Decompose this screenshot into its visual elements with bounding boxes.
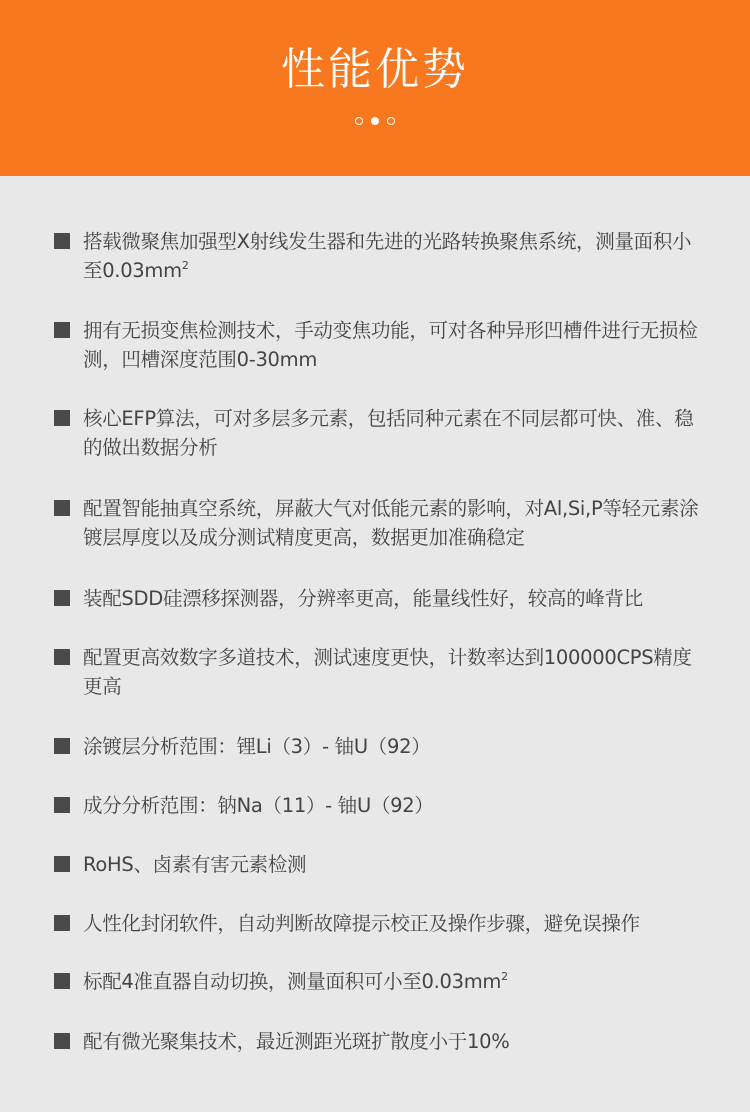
page-title: 性能优势	[281, 44, 469, 95]
superscript: 2	[181, 259, 189, 272]
square-bullet-icon	[54, 410, 70, 426]
feature-text: 装配SDD硅漂移探测器，分辨率更高，能量线性好，较高的峰背比	[83, 587, 643, 610]
feature-text	[83, 227, 704, 285]
feature-text: 涂镀层分析范围：锂Li（3）- 铀U（92）	[83, 735, 431, 758]
square-bullet-icon	[54, 797, 70, 813]
square-bullet-icon	[54, 915, 70, 931]
square-bullet-icon	[54, 649, 70, 665]
square-bullet-icon	[54, 590, 70, 606]
feature-item	[54, 404, 704, 462]
feature-text: 配有微光聚集技术，最近测距光斑扩散度小于10%	[83, 1030, 510, 1053]
feature-text-main: 搭载微聚焦加强型X射线发生器和先进的光路转换聚焦系统，测量面积小至0.03mm	[83, 230, 692, 282]
square-bullet-icon	[54, 973, 70, 989]
feature-item	[54, 732, 704, 761]
feature-text: 配置智能抽真空系统，屏蔽大气对低能元素的影响，对Al,Si,P等轻元素涂镀层厚度以及成分测试精度更高，数据更加准确稳定	[83, 497, 699, 549]
feature-item	[54, 316, 704, 374]
feature-text: 人性化封闭软件，自动判断故障提示校正及操作步骤，避免误操作	[83, 912, 640, 935]
feature-item	[54, 643, 704, 701]
feature-item	[54, 227, 704, 285]
square-bullet-icon	[54, 856, 70, 872]
square-bullet-icon	[54, 233, 70, 249]
feature-item	[54, 909, 704, 938]
feature-text: 拥有无损变焦检测技术，手动变焦功能，可对各种异形凹槽件进行无损检测，凹槽深度范围0-30mm	[83, 319, 698, 371]
feature-item	[54, 494, 704, 552]
feature-item	[54, 1027, 704, 1056]
feature-text	[83, 967, 704, 996]
feature-text: 核心EFP算法，可对多层多元素，包括同种元素在不同层都可快、准、稳的做出数据分析	[83, 407, 694, 459]
superscript: 2	[501, 970, 508, 983]
feature-text: RoHS、卤素有害元素检测	[83, 853, 307, 876]
feature-text: 成分分析范围：钠Na（11）- 铀U（92）	[83, 794, 434, 817]
feature-item	[54, 791, 704, 820]
feature-item	[54, 967, 704, 996]
feature-item	[54, 850, 704, 879]
feature-text-main: 标配4准直器自动切换，测量面积可小至0.03mm	[83, 970, 502, 993]
feature-item	[54, 584, 704, 613]
square-bullet-icon	[54, 322, 70, 338]
square-bullet-icon	[54, 500, 70, 516]
square-bullet-icon	[54, 738, 70, 754]
feature-text: 配置更高效数字多道技术，测试速度更快，计数率达到100000CPS精度更高	[83, 646, 692, 698]
square-bullet-icon	[54, 1033, 70, 1049]
